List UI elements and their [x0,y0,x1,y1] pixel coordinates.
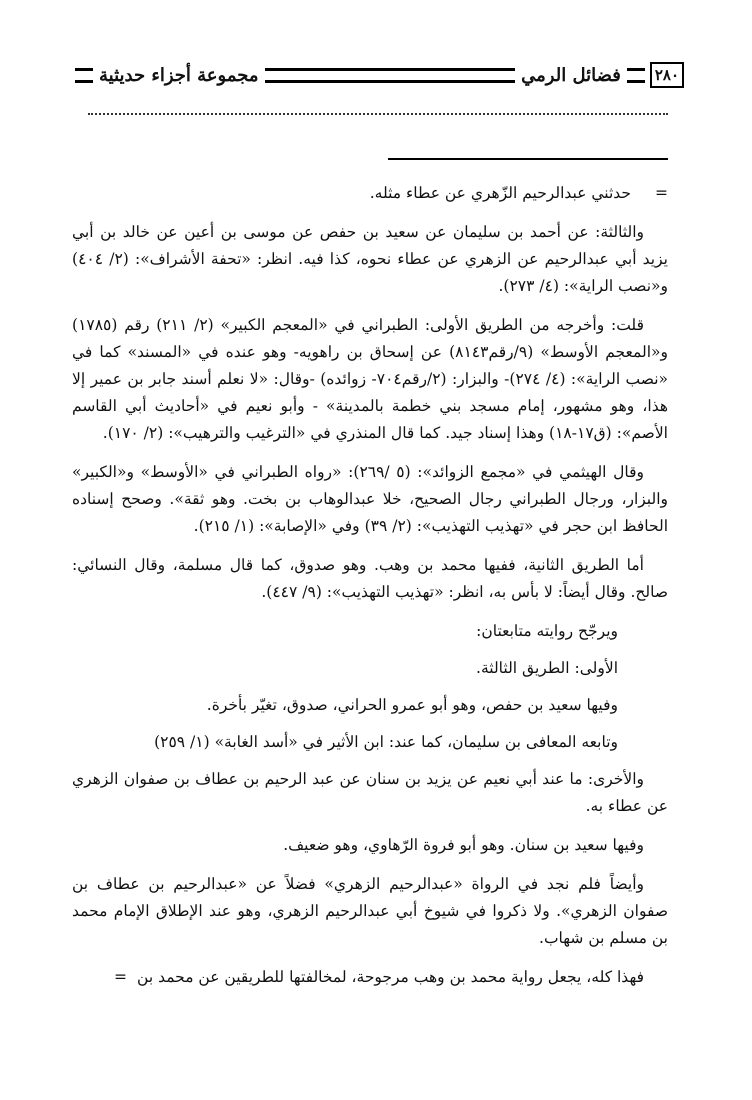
dotted-separator [88,113,668,125]
footnote-body [72,180,668,1003]
header-rule [627,68,645,83]
collection-title: مجموعة أجزاء حديثية [99,64,259,86]
footnote-paragraph [72,964,668,991]
continuation-mark: = [655,184,668,202]
header-rule [265,68,516,83]
footnote-paragraph: وأيضاً فلم نجد في الرواة «عبدالرحيم الزهري» فضلاً عن «عبدالرحيم بن عطاف بن صفوان الزهري». ولا ذكروا في شيوخ أبي عبدالرحيم الزهري، وهو عند الإطلاق الإمام محمد بن مسلم بن شهاب. [72,875,668,947]
page-number: ٢٨٠ [650,62,684,88]
footnote-subline: ويرجّح روايته متابعتان: [476,622,618,640]
footnote-subline: وتابعه المعافى بن سليمان، كما عند: ابن الأثير في «أسد الغابة» (١/ ٢٥٩) [154,733,618,751]
footnote-paragraph: قلت: وأخرجه من الطريق الأولى: الطبراني في «المعجم الكبير» (٢/ ٢١١) رقم (١٧٨٥) و«المعجم الأوسط» (٩/رقم٨١٤٣) عن إسحاق بن راهويه- وهو عنده في «المسند» كما في «نصب الراية»: (٤/ ٢٧٤)- والبزار: (٢/رقم٧٠٤- زوائده) -وقال: «لا نعلم أسند جابر بن عمير إلا هذا، وهو مشهور، إمام مسجد بني خطمة بالمدينة» - وأبو نعيم في «أحاديث أبي القاسم الأصم»: (ق١٧-١٨) وهذا إسناد جيد. كما قال المنذري في «الترغيب والترهيب»: (٢/ ١٧٠). [72,316,668,442]
footnote-text: حدثني عبدالرحيم الزّهري عن عطاء مثله. [369,184,631,202]
footnote-subline: وفيها سعيد بن حفص، وهو أبو عمرو الحراني، صدوق، تغيّر بأخرة. [206,696,618,714]
footnote-subline: الأولى: الطريق الثالثة. [476,659,618,677]
footnote-paragraph [72,180,668,207]
footnote-paragraph: وفيها سعيد بن سنان. وهو أبو فروة الرّهاوي، وهو ضعيف. [283,836,644,854]
footnote-paragraph: والثالثة: عن أحمد بن سليمان عن سعيد بن حفص عن موسى بن أعين عن خالد بن أبي يزيد أبي عبدالرحيم عن الزهري عن عطاء نحوه، كذا فيه. انظر: «تحفة الأشراف»: (٢/ ٤٠٤) و«نصب الراية»: (٤/ ٢٧٣). [72,223,668,295]
header-rule [75,68,93,83]
footnote-paragraph: أما الطريق الثانية، ففيها محمد بن وهب. وهو صدوق، كما قال مسلمة، وقال النسائي: صالح. وقال أيضاً: لا بأس به، انظر: «تهذيب التهذيب»: (٩/ ٤٤٧). [72,556,668,601]
book-title: فضائل الرمي [521,64,621,86]
footnote-paragraph: والأخرى: ما عند أبي نعيم عن يزيد بن سنان عن عبد الرحيم بن عطاف بن صفوان الزهري عن عطاء به. [72,770,668,815]
footnote-paragraph: وقال الهيثمي في «مجمع الزوائد»: (٥ /٢٦٩): «رواه الطبراني في «الأوسط» و«الكبير» والبزار، ورجال الطبراني رجال الصحيح، خلا عبدالوهاب بن بخت. وهو ثقة». وصحح إسناده الحافظ ابن حجر في «تهذيب التهذيب»: (٢/ ٣٩) وفي «الإصابة»: (١/ ٢١٥). [72,463,668,535]
footnote-rule [388,158,668,160]
running-header [72,60,684,90]
continuation-mark-end: = [114,968,128,986]
footnote-text: فهذا كله، يجعل رواية محمد بن وهب مرجوحة، لمخالفتها للطريقين عن محمد بن [137,968,644,986]
